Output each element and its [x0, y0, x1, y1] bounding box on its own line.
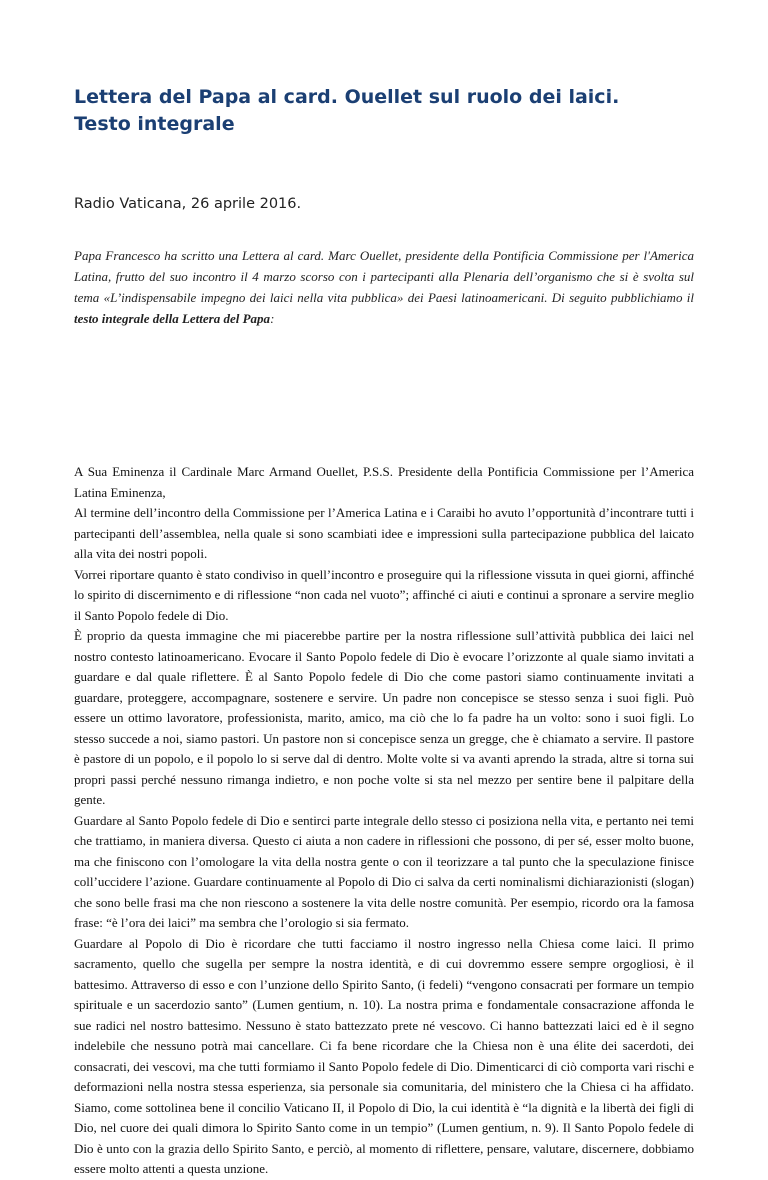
letter-paragraph: È proprio da questa immagine che mi piacerebbe partire per la nostra riflessione sull’attività pubblica dei laici nel nostro contesto latinoamericano. Evocare il Santo Popolo fedele di Dio è evocare l’orizzonte al quale siamo invitati a guardare e dal quale riflettere. È al Santo Popolo fedele di Dio che come pastori siamo continuamente invitati a guardare, proteggere, accompagnare, sostenere e servire. Un padre non concepisce se stesso senza i suoi figli. Può essere un ottimo lavoratore, professionista, marito, amico, ma ciò che lo fa padre ha un volto: sono i suoi figli. Lo stesso succede a noi, siamo pastori. Un pastore non si concepisce senza un gregge, che è chiamato a servire. Il pastore è pastore di un popolo, e il popolo lo si serve dal di dentro. Molte volte si va avanti aprendo la strada, altre si torna sui propri passi perché nessuno rimanga indietro, e non poche volte si sta nel mezzo per sentire bene il palpitare della gente.: [74, 628, 694, 807]
letter-paragraph: Guardare al Santo Popolo fedele di Dio e sentirci parte integrale dello stesso ci posiziona nella vita, e pertanto nei temi che trattiamo, in maniera diversa. Questo ci aiuta a non cadere in riflessioni che possono, di per sé, esser molto buone, ma che finiscono con l’omologare la vita della nostra gente o con il teorizzare a tal punto che la speculazione finisce coll’uccidere l’azione. Guardare continuamente al Popolo di Dio ci salva da certi nominalismi dichiarazionisti (slogan) che sono belle frasi ma che non riescono a sostenere la vita delle nostre comunità. Per esempio, ricordo ora la famosa frase: “è l’ora dei laici” ma sembra che l’orologio si sia fermato.: [74, 812, 694, 930]
intro-end: :: [270, 311, 275, 326]
letter-paragraph: Guardare al Popolo di Dio è ricordare che tutti facciamo il nostro ingresso nella Chiesa come laici. Il primo sacramento, quello che sugella per sempre la nostra identità, e di cui dovremmo essere sempre orgogliosi, è il battesimo. Attraverso di esso e con l’unzione dello Spirito Santo, (i fedeli) “vengono consacrati per formare un tempio spirituale e un sacerdozio santo” (Lumen gentium, n. 10). La nostra prima e fondamentale consacrazione affonda le sue radici nel nostro battesimo. Nessuno è stato battezzato prete né vescovo. Ci hanno battezzati laici ed è il segno indelebile che nessuno potrà mai cancellare. Ci fa bene ricordare che la Chiesa non è una élite dei sacerdoti, dei consacrati, dei vescovi, ma che tutti formiamo il Santo Popolo fedele di Dio. Dimenticarci di ciò comporta vari rischi e deformazioni nella nostra stessa esperienza, sia personale sia comunitaria, del ministero che la Chiesa ci ha affidato. Siamo, come sottolinea bene il concilio Vaticano II, il Popolo di Dio, la cui identità è “la dignità e la libertà dei figli di Dio, nel cuore dei quali dimora lo Spirito Santo come in un tempio” (Lumen gentium, n. 9). Il Santo Popolo fedele di Dio è unto con la grazia dello Spirito Santo, e perciò, al momento di riflettere, pensare, valutare, discernere, dobbiamo essere molto attenti a questa unzione.: [74, 935, 694, 1176]
letter-body: [74, 462, 694, 1180]
article-source: Radio Vaticana, 26 aprile 2016.: [74, 196, 302, 212]
intro-text: Papa Francesco ha scritto una Lettera al card. Marc Ouellet, presidente della Pontificia Commissione per l'America Latina, frutto del suo incontro il 4 marzo scorso con i partecipanti alla Plenaria dell’organismo che si è svolta sul tema «L’indispensabile impegno dei laici nella vita pubblica» dei Paesi latinoamericani. Di seguito pubblichiamo il: [74, 248, 694, 305]
letter-paragraph: Vorrei riportare quanto è stato condiviso in quell’incontro e proseguire qui la riflessione vissuta in quei giorni, affinché lo spirito di discernimento e di riflessione “non cada nel vuoto”; affinché ci aiuti e continui a spronare a servire meglio il Santo Popolo fedele di Dio.: [74, 566, 694, 623]
letter-paragraph: Al termine dell’incontro della Commissione per l’America Latina e i Caraibi ho avuto l’opportunità d’incontrare tutti i partecipanti dell’assemblea, nella quale si sono scambiati idee e impressioni sulla partecipazione pubblica del laicato alla vita dei nostri popoli.: [74, 505, 694, 561]
article-intro: [74, 245, 694, 329]
letter-paragraph: A Sua Eminenza il Cardinale Marc Armand Ouellet, P.S.S. Presidente della Pontificia Commissione per l’America Latina Eminenza,: [74, 464, 694, 500]
article-title-line-1: Lettera del Papa al card. Ouellet sul ruolo dei laici.: [74, 86, 620, 108]
intro-bold-text: testo integrale della Lettera del Papa: [74, 311, 271, 326]
article-title-line-2: Testo integrale: [74, 113, 235, 135]
article-title: [74, 84, 694, 138]
